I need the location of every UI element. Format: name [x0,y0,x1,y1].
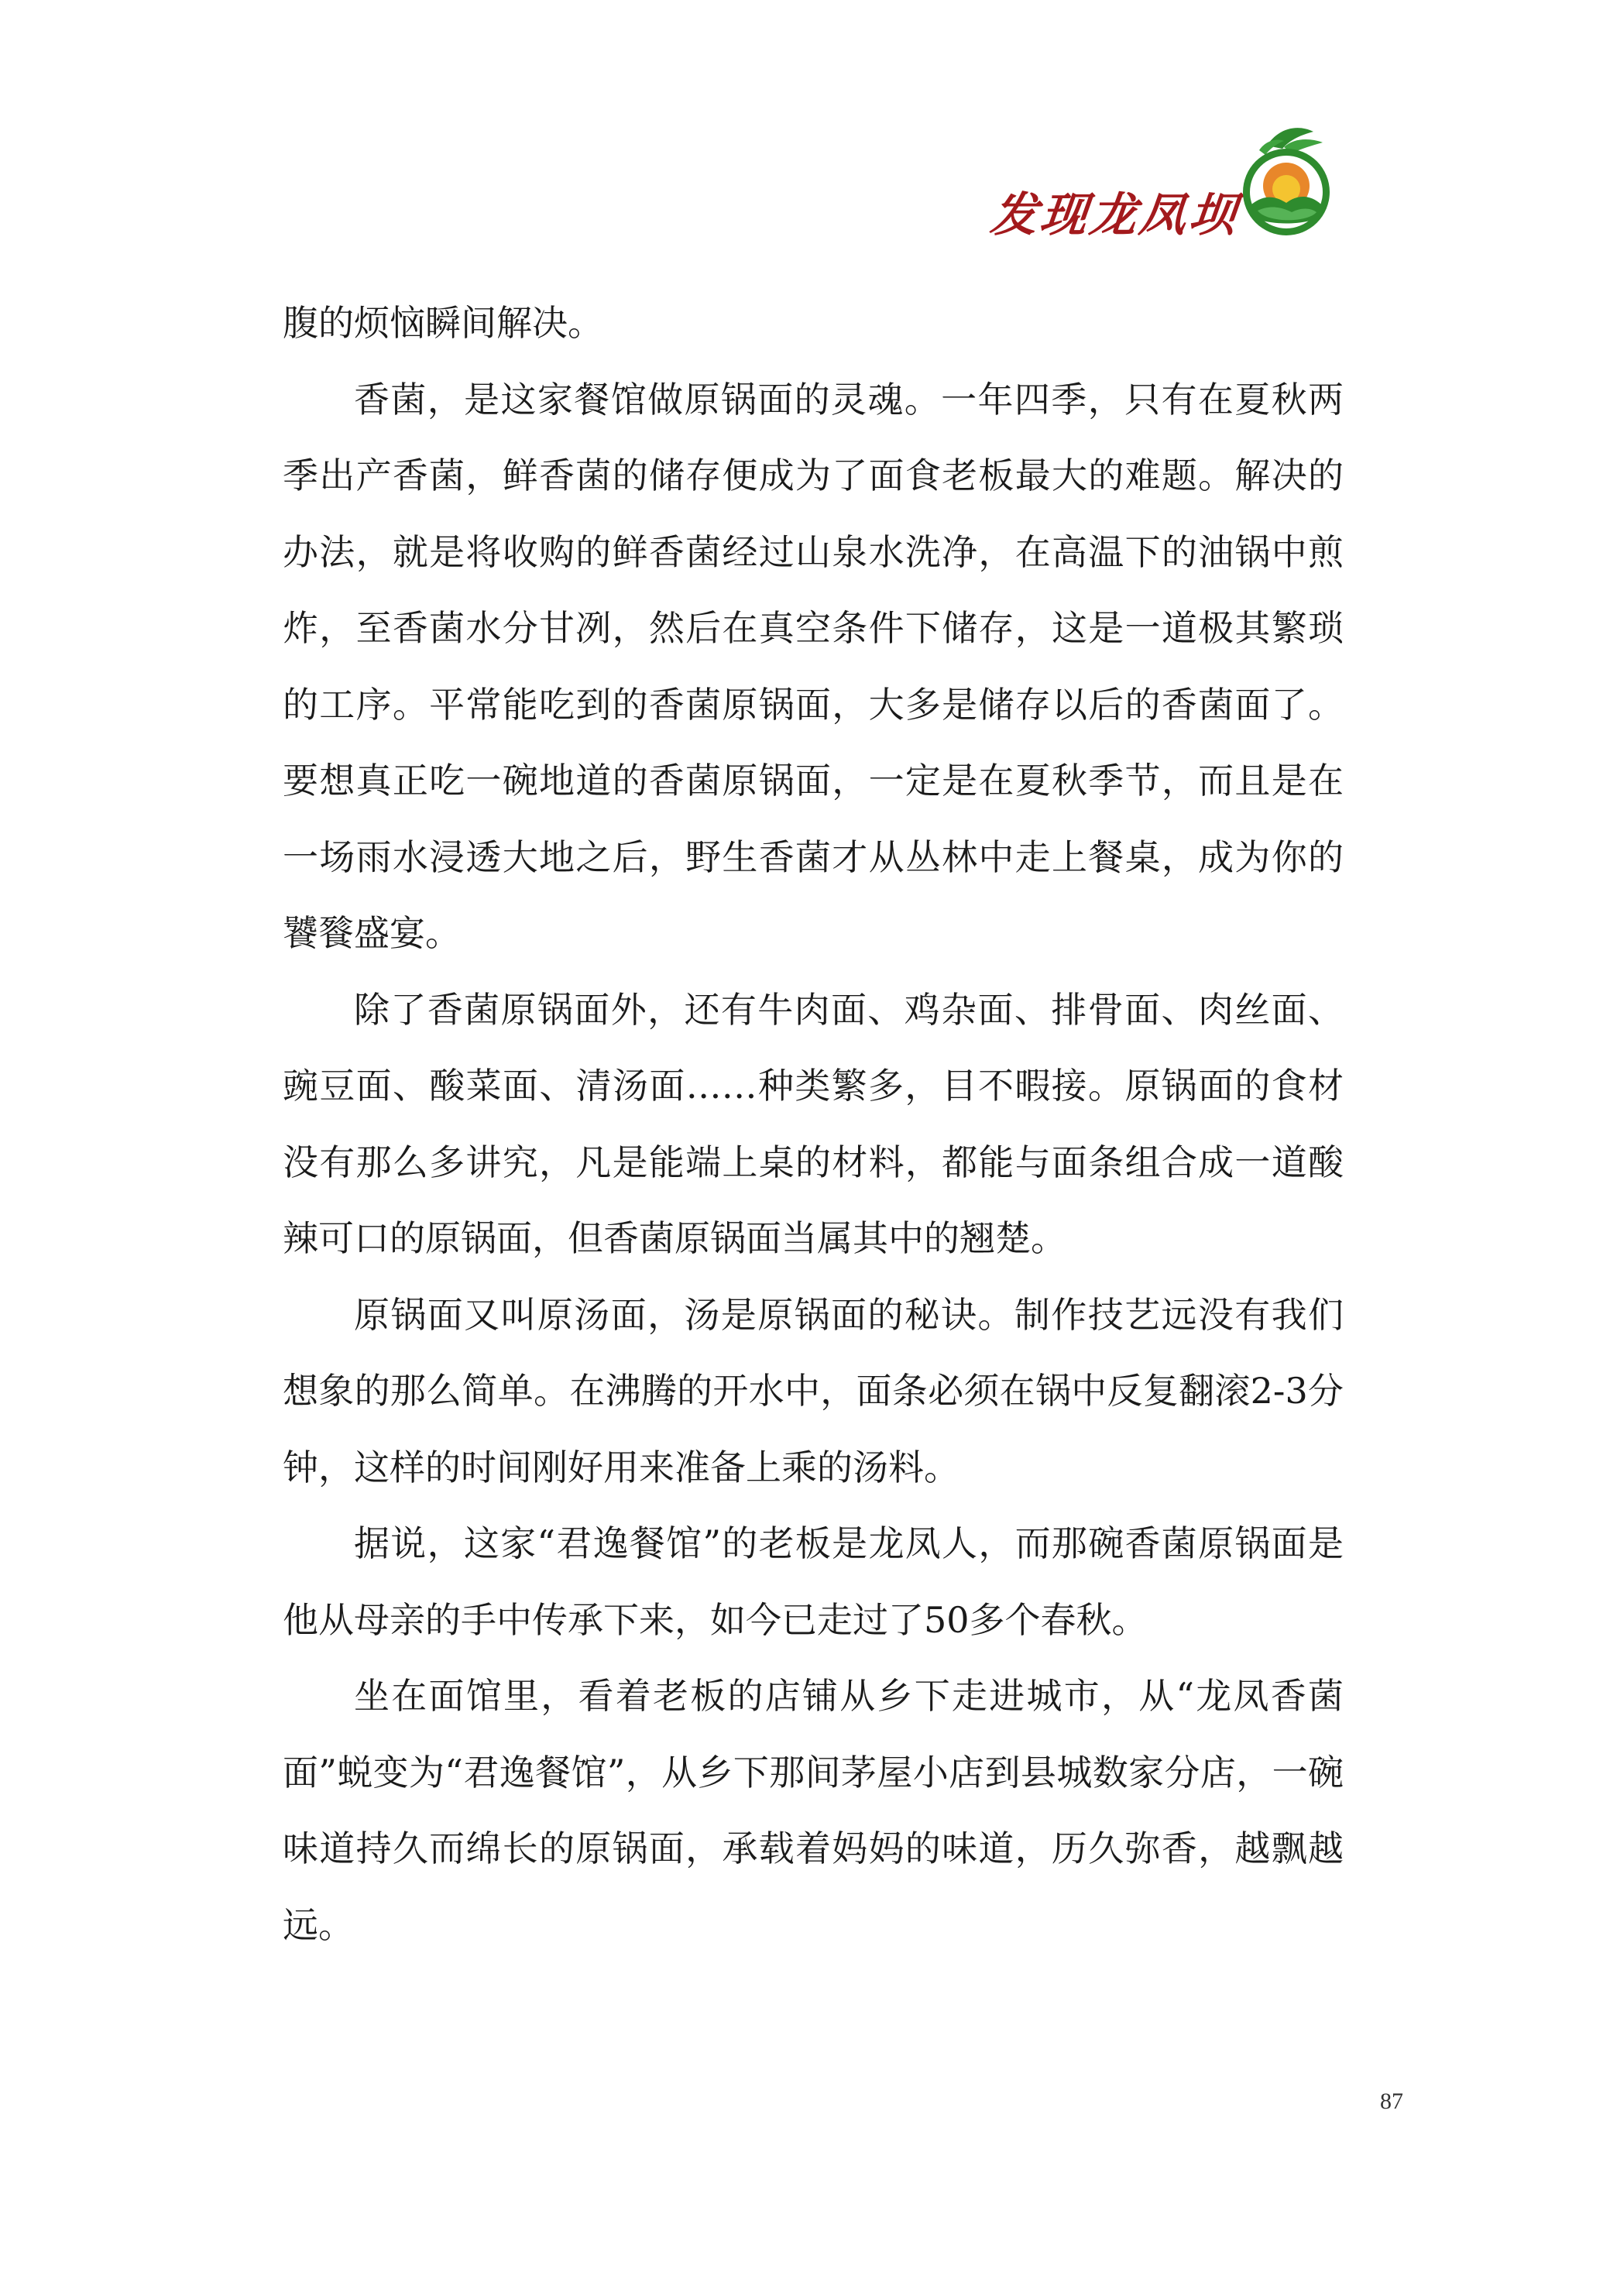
mountain-sun-logo-icon [1236,124,1337,240]
paragraph: 腹的烦恼瞬间解决。 [283,302,603,344]
paragraph: 据说，这家“君逸餐馆”的老板是龙凤人，而那碗香菌原锅面是他从母亲的手中传承下来，如今已走过了50多个春秋。 [283,1522,1344,1641]
article-body [283,285,1344,1963]
page-number: 87 [1380,2088,1403,2114]
page-header [984,116,1340,248]
header-title: 发现龙凤坝 [987,188,1242,242]
paragraph: 香菌，是这家餐馆做原锅面的灵魂。一年四季，只有在夏秋两季出产香菌，鲜香菌的储存便成为了面食老板最大的难题。解决的办法，就是将收购的鲜香菌经过山泉水洗净，在高温下的油锅中煎炸，至香菌水分甘冽，然后在真空条件下储存，这是一道极其繁琐的工序。平常能吃到的香菌原锅面，大多是储存以后的香菌面了。要想真正吃一碗地道的香菌原锅面，一定是在夏秋季节，而且是在一场雨水浸透大地之后，野生香菌才从丛林中走上餐桌，成为你的饕餮盛宴。 [283,378,1344,954]
paragraph: 原锅面又叫原汤面，汤是原锅面的秘诀。制作技艺远没有我们想象的那么简单。在沸腾的开水中，面条必须在锅中反复翻滚2-3分钟，这样的时间刚好用来准备上乘的汤料。 [283,1293,1344,1488]
paragraph: 坐在面馆里，看着老板的店铺从乡下走进城市，从“龙凤香菌面”蜕变为“君逸餐馆”，从乡下那间茅屋小店到县城数家分店，一碗味道持久而绵长的原锅面，承载着妈妈的味道，历久弥香，越飘越远。 [283,1675,1344,1946]
paragraph: 除了香菌原锅面外，还有牛肉面、鸡杂面、排骨面、肉丝面、豌豆面、酸菜面、清汤面……种类繁多，目不暇接。原锅面的食材没有那么多讲究，凡是能端上桌的材料，都能与面条组合成一道酸辣可口的原锅面，但香菌原锅面当属其中的翘楚。 [283,988,1344,1259]
